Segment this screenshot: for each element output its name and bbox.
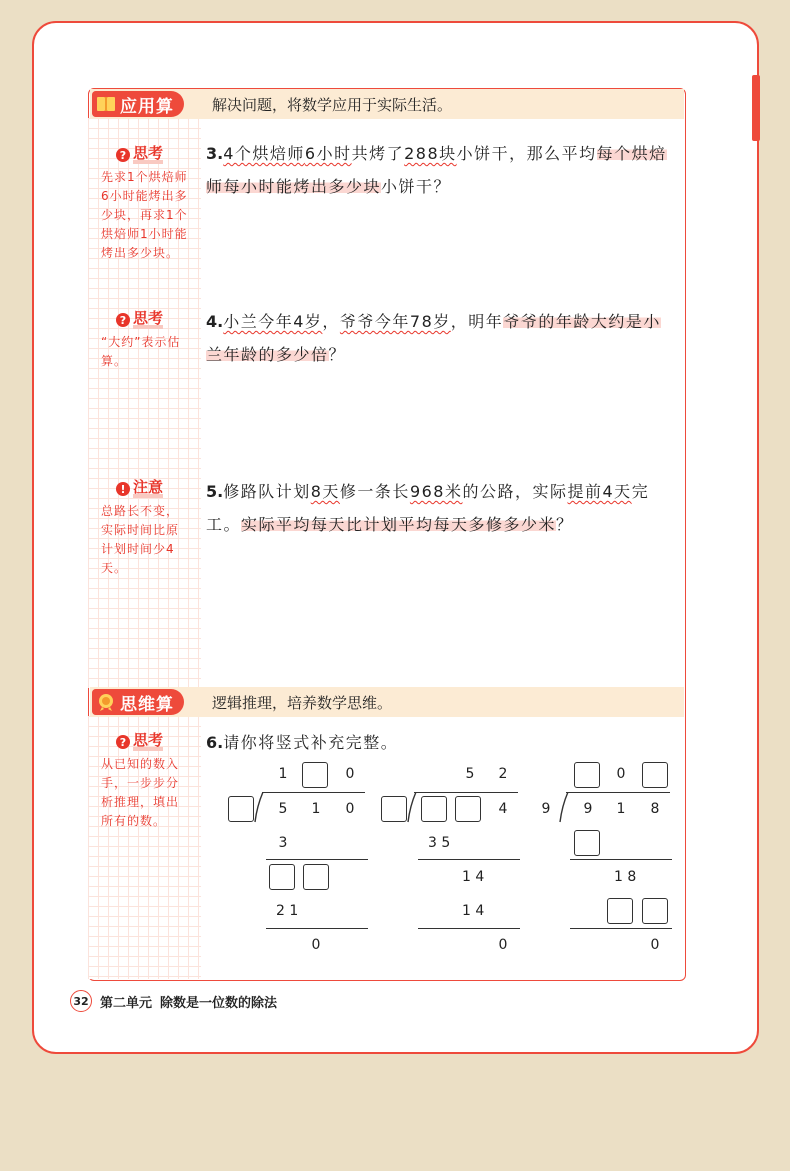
- blank-box[interactable]: [303, 864, 329, 890]
- hint-heading: ? 思考: [116, 311, 163, 329]
- hint-text: 先求1个烘焙师6小时能烤出多少块，再求1个烘焙师1小时能烤出多少块。: [101, 170, 188, 260]
- hint-text: “大约”表示估算。: [101, 335, 181, 368]
- section-tag-applied: [92, 91, 184, 117]
- question-icon: ?: [116, 313, 130, 327]
- question-icon: ?: [116, 148, 130, 162]
- book-icon: [96, 94, 116, 114]
- blank-box[interactable]: [574, 830, 600, 856]
- question-6: 6.请你将竖式补充完整。: [206, 733, 399, 752]
- division-bar: [566, 792, 670, 793]
- subtraction-line: [570, 859, 672, 860]
- question-icon: ?: [116, 735, 130, 749]
- hint-heading: ! 注意: [116, 480, 163, 498]
- unit-label: 第二单元: [100, 995, 153, 1011]
- blank-box[interactable]: [421, 796, 447, 822]
- section-tag-label: 思维算: [120, 694, 174, 715]
- medal-icon: [96, 692, 116, 712]
- unit-title: 除数是一位数的除法: [160, 995, 278, 1011]
- section-description: 逻辑推理，培养数学思维。: [212, 694, 393, 712]
- question-3: 3.4个烘焙师6小时共烤了288块小饼干，那么平均每个烘焙师每小时能烤出多少块小饼干？: [206, 144, 667, 196]
- section-description: 解决问题，将数学应用于实际生活。: [212, 96, 453, 114]
- page-number: 32: [70, 990, 92, 1012]
- exclamation-icon: !: [116, 482, 130, 496]
- blank-box[interactable]: [642, 898, 668, 924]
- hint-text: 从已知的数入手，一步步分析推理，填出所有的数。: [101, 757, 180, 828]
- blank-box[interactable]: [269, 864, 295, 890]
- division-bracket: [407, 792, 419, 824]
- subtraction-line: [266, 928, 368, 929]
- page-edge-tab: [752, 75, 760, 141]
- hint-heading: ? 思考: [116, 146, 163, 164]
- subtraction-line: [418, 928, 520, 929]
- question-4: 4.小兰今年4岁，爷爷今年78岁，明年爷爷的年龄大约是小兰年龄的多少倍？: [206, 312, 661, 364]
- page-footer: [70, 990, 277, 1012]
- section-tag-thinking: [92, 689, 184, 715]
- subtraction-line: [266, 859, 368, 860]
- blank-box[interactable]: [381, 796, 407, 822]
- division-bracket: [254, 792, 266, 824]
- blank-box[interactable]: [607, 898, 633, 924]
- blank-box[interactable]: [642, 762, 668, 788]
- hint-text: 总路长不变，实际时间比原计划时间少4天。: [101, 504, 180, 575]
- division-bracket: [559, 792, 571, 824]
- subtraction-line: [570, 928, 672, 929]
- blank-box[interactable]: [574, 762, 600, 788]
- blank-box[interactable]: [302, 762, 328, 788]
- subtraction-line: [418, 859, 520, 860]
- division-bar: [414, 792, 518, 793]
- section-tag-label: 应用算: [120, 96, 174, 117]
- division-bar: [262, 792, 365, 793]
- blank-box[interactable]: [455, 796, 481, 822]
- hint-heading: ? 思考: [116, 733, 163, 751]
- question-5: 5.修路队计划8天修一条长968米的公路，实际提前4天完工。实际平均每天比计划平均每天多修多少米？: [206, 482, 650, 534]
- blank-box[interactable]: [228, 796, 254, 822]
